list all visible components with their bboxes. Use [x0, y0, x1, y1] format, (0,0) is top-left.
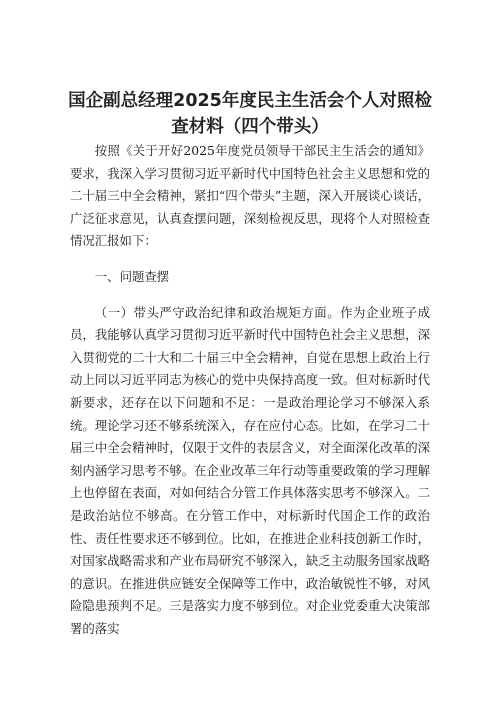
document-title: 国企副总经理2025年度民主生活会个人对照检查材料（四个带头） [68, 91, 432, 137]
section-heading: 一、问题查摆 [94, 268, 170, 284]
intro-paragraph: 按照《关于开好2025年度党员领导干部民主生活会的通知》要求，我深入学习贯彻习近平新时代中国特色社会主义思想和党的二十届三中全会精神，紧扣“四个带头”主题，深入开展谈心谈话，广泛征求意见，认真查摆问题，深刻检视反思，现将个人对照检查情况汇报如下： [70, 143, 430, 249]
section-paragraph: （一）带头严守政治纪律和政治规矩方面。作为企业班子成员，我能够认真学习贯彻习近平新时代中国特色社会主义思想，深入贯彻党的二十大和二十届三中全会精神，自觉在思想上政治上行动上同以习近平同志为核心的党中央保持高度一致。但对标新时代新要求，还存在以下问题和不足：一是政治理论学习不够深入系统。理论学习还不够系统深入，存在应付心态。比如，在学习二十届三中全会精神时，仅限于文件的表层含义，对全面深化改革的深刻内涵学习思考不够。在企业改革三年行动等重要政策的学习理解上也停留在表面，对如何结合分管工作具体落实思考不够深入。二是政治站位不够高。在分管工作中，对标新时代国企工作的政治性、责任性要求还不够到位。比如，在推进企业科技创新工作时，对国家战略需求和产业布局研究不够深入，缺乏主动服务国家战略的意识。在推进供应链安全保障等工作中，政治敏锐性不够，对风险隐患预判不足。三是落实力度不够到位。对企业党委重大决策部署的落实 [70, 304, 430, 636]
document-body [70, 140, 430, 640]
